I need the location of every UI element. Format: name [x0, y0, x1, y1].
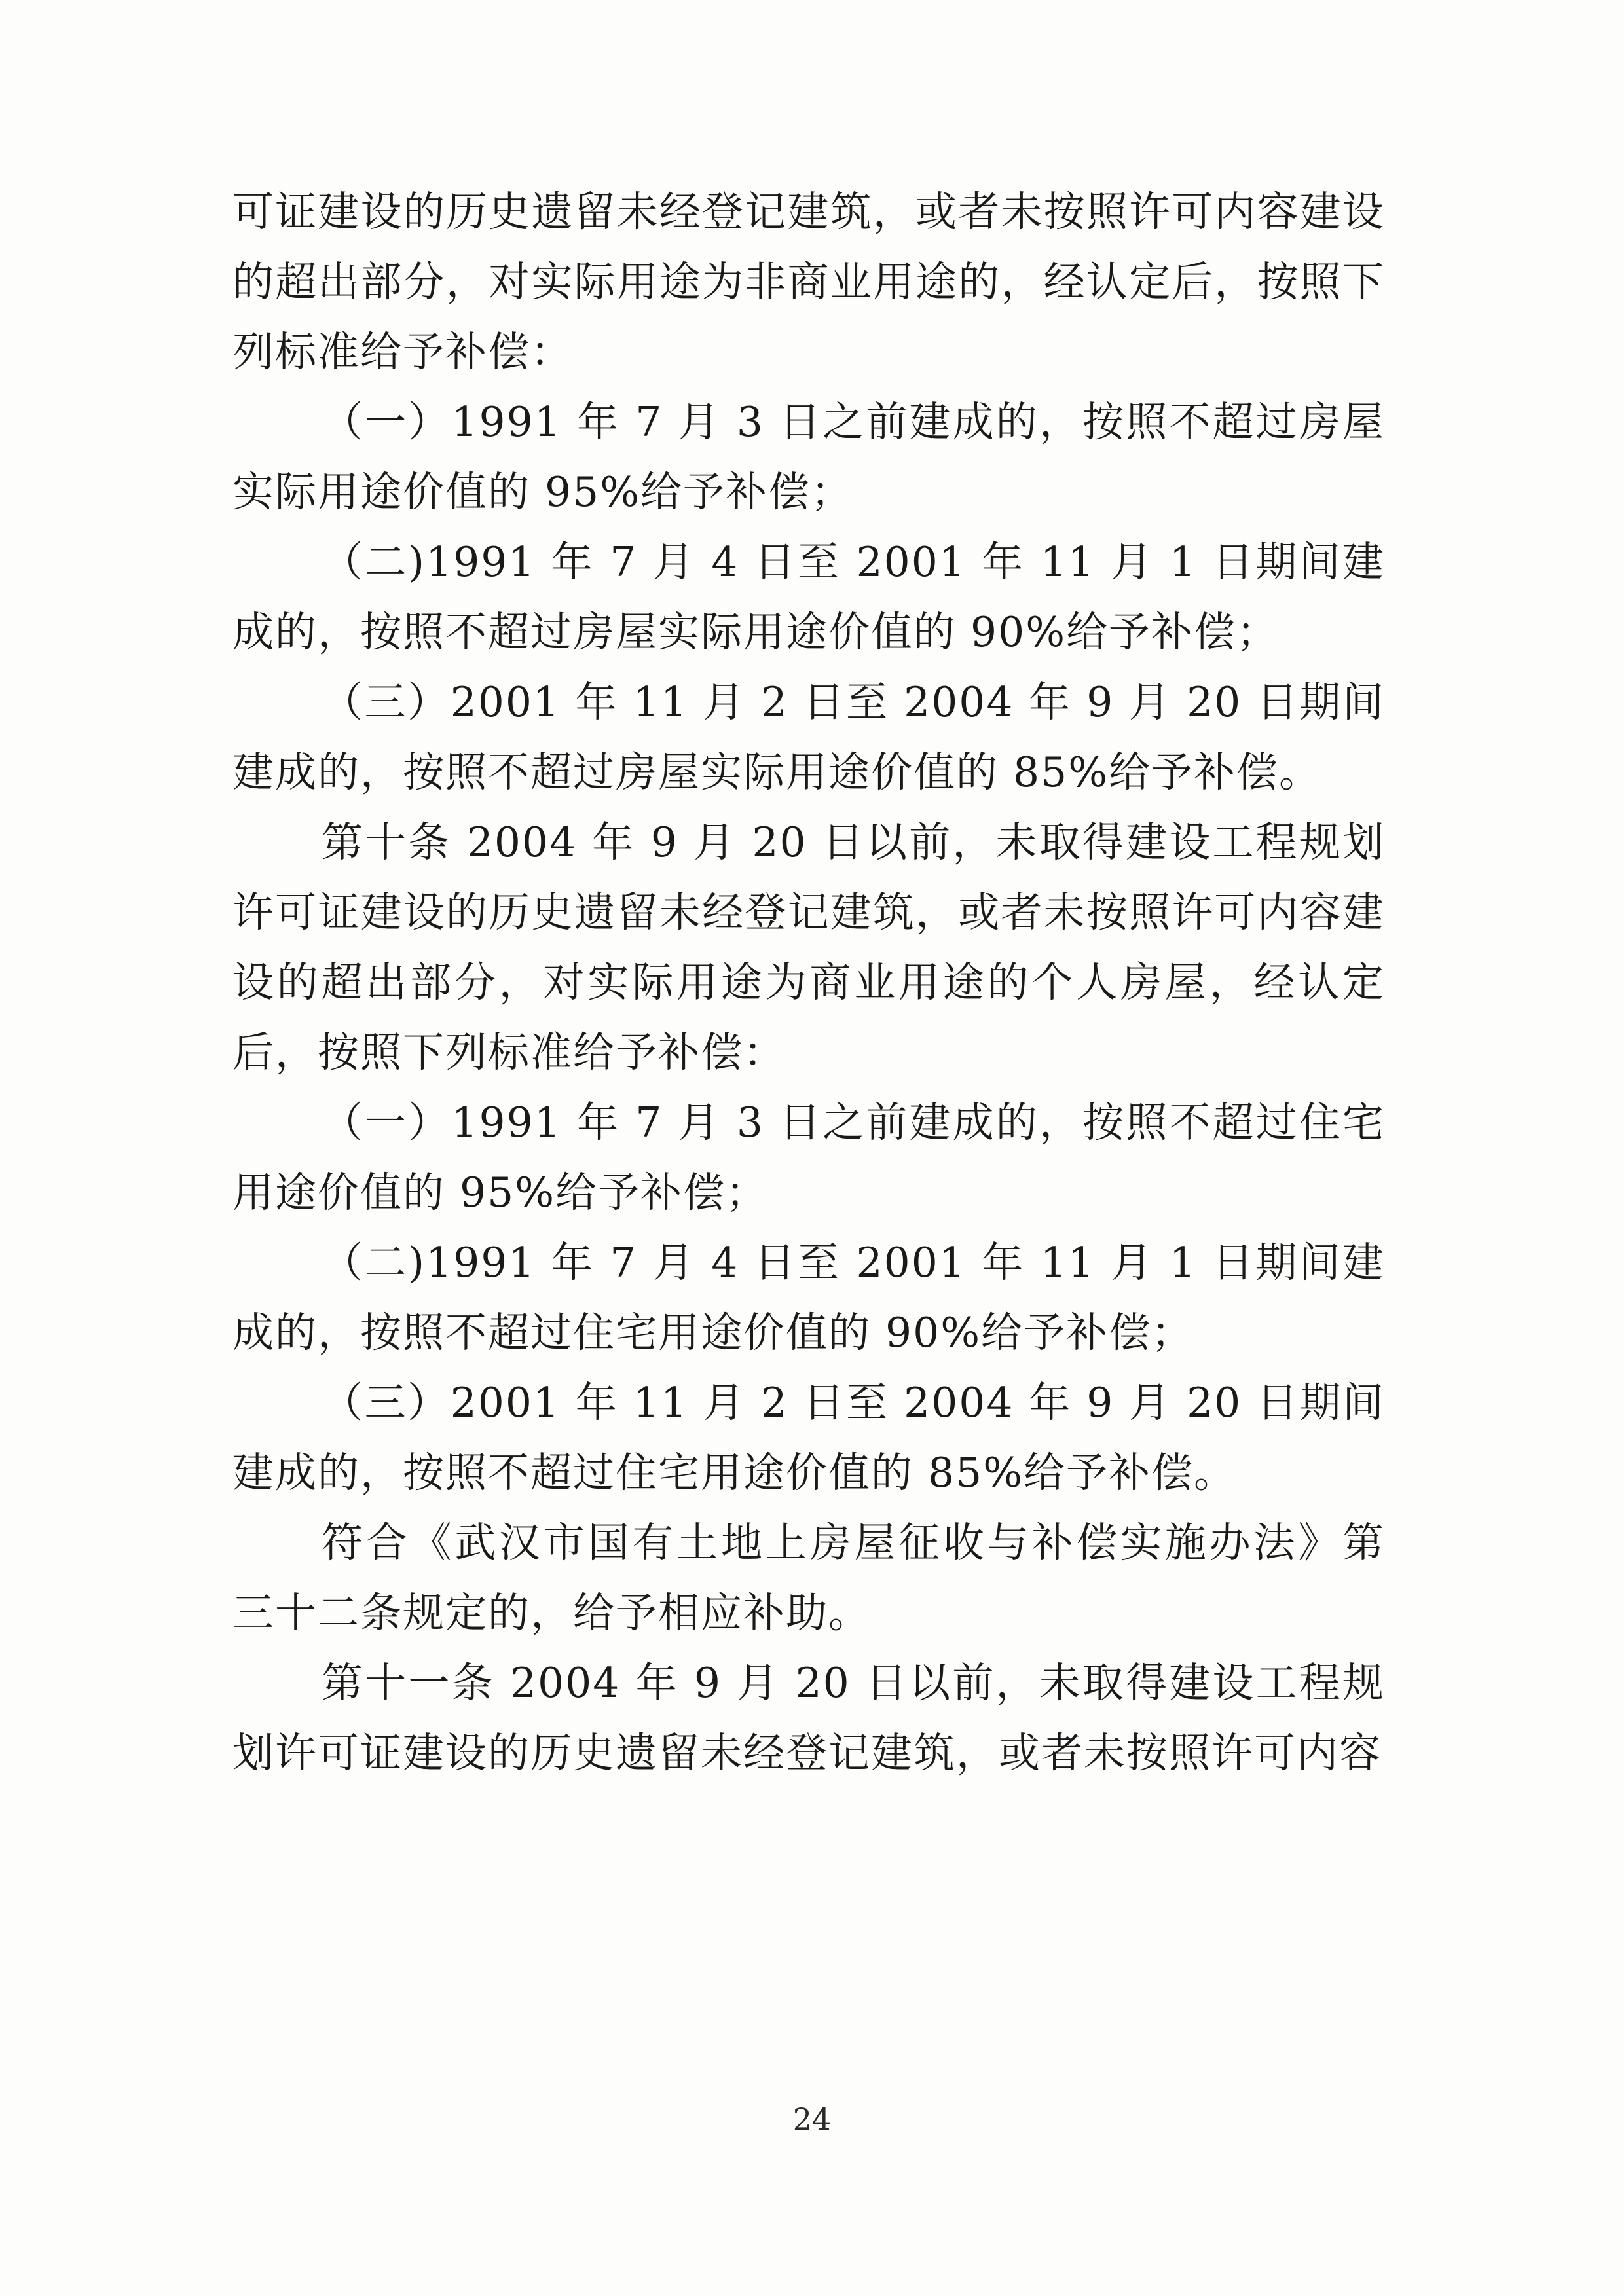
document-body [232, 177, 1385, 1788]
paragraph-item-one-a: （一）1991 年 7 月 3 日之前建成的，按照不超过房屋实际用途价值的 95%给予补偿； [232, 398, 1385, 516]
paragraph-subsidy-note: 符合《武汉市国有土地上房屋征收与补偿实施办法》第三十二条规定的，给予相应补助。 [232, 1519, 1385, 1637]
paragraph-item-two-b: （二)1991 年 7 月 4 日至 2001 年 11 月 1 日期间建成的，按照不超过住宅用途价值的 90%给予补偿； [232, 1239, 1385, 1357]
paragraph-article-eleven: 第十一条 2004 年 9 月 20 日以前，未取得建设工程规划许可证建设的历史遗留未经登记建筑，或者未按照许可内容 [232, 1659, 1385, 1777]
paragraph-article-ten: 第十条 2004 年 9 月 20 日以前，未取得建设工程规划许可证建设的历史遗留未经登记建筑，或者未按照许可内容建设的超出部分，对实际用途为商业用途的个人房屋，经认定后，按照下列标准给予补偿： [232, 818, 1385, 1076]
paragraph-item-three-a: （三）2001 年 11 月 2 日至 2004 年 9 月 20 日期间建成的，按照不超过房屋实际用途价值的 85%给予补偿。 [232, 678, 1385, 796]
page-number: 24 [792, 2102, 832, 2137]
paragraph-item-three-b: （三）2001 年 11 月 2 日至 2004 年 9 月 20 日期间建成的，按照不超过住宅用途价值的 85%给予补偿。 [232, 1379, 1385, 1497]
paragraph-continuation: 可证建设的历史遗留未经登记建筑，或者未按照许可内容建设的超出部分，对实际用途为非商业用途的，经认定后，按照下列标准给予补偿： [232, 188, 1385, 376]
paragraph-item-one-b: （一）1991 年 7 月 3 日之前建成的，按照不超过住宅用途价值的 95%给予补偿； [232, 1099, 1385, 1216]
paragraph-item-two-a: （二)1991 年 7 月 4 日至 2001 年 11 月 1 日期间建成的，按照不超过房屋实际用途价值的 90%给予补偿； [232, 538, 1385, 656]
